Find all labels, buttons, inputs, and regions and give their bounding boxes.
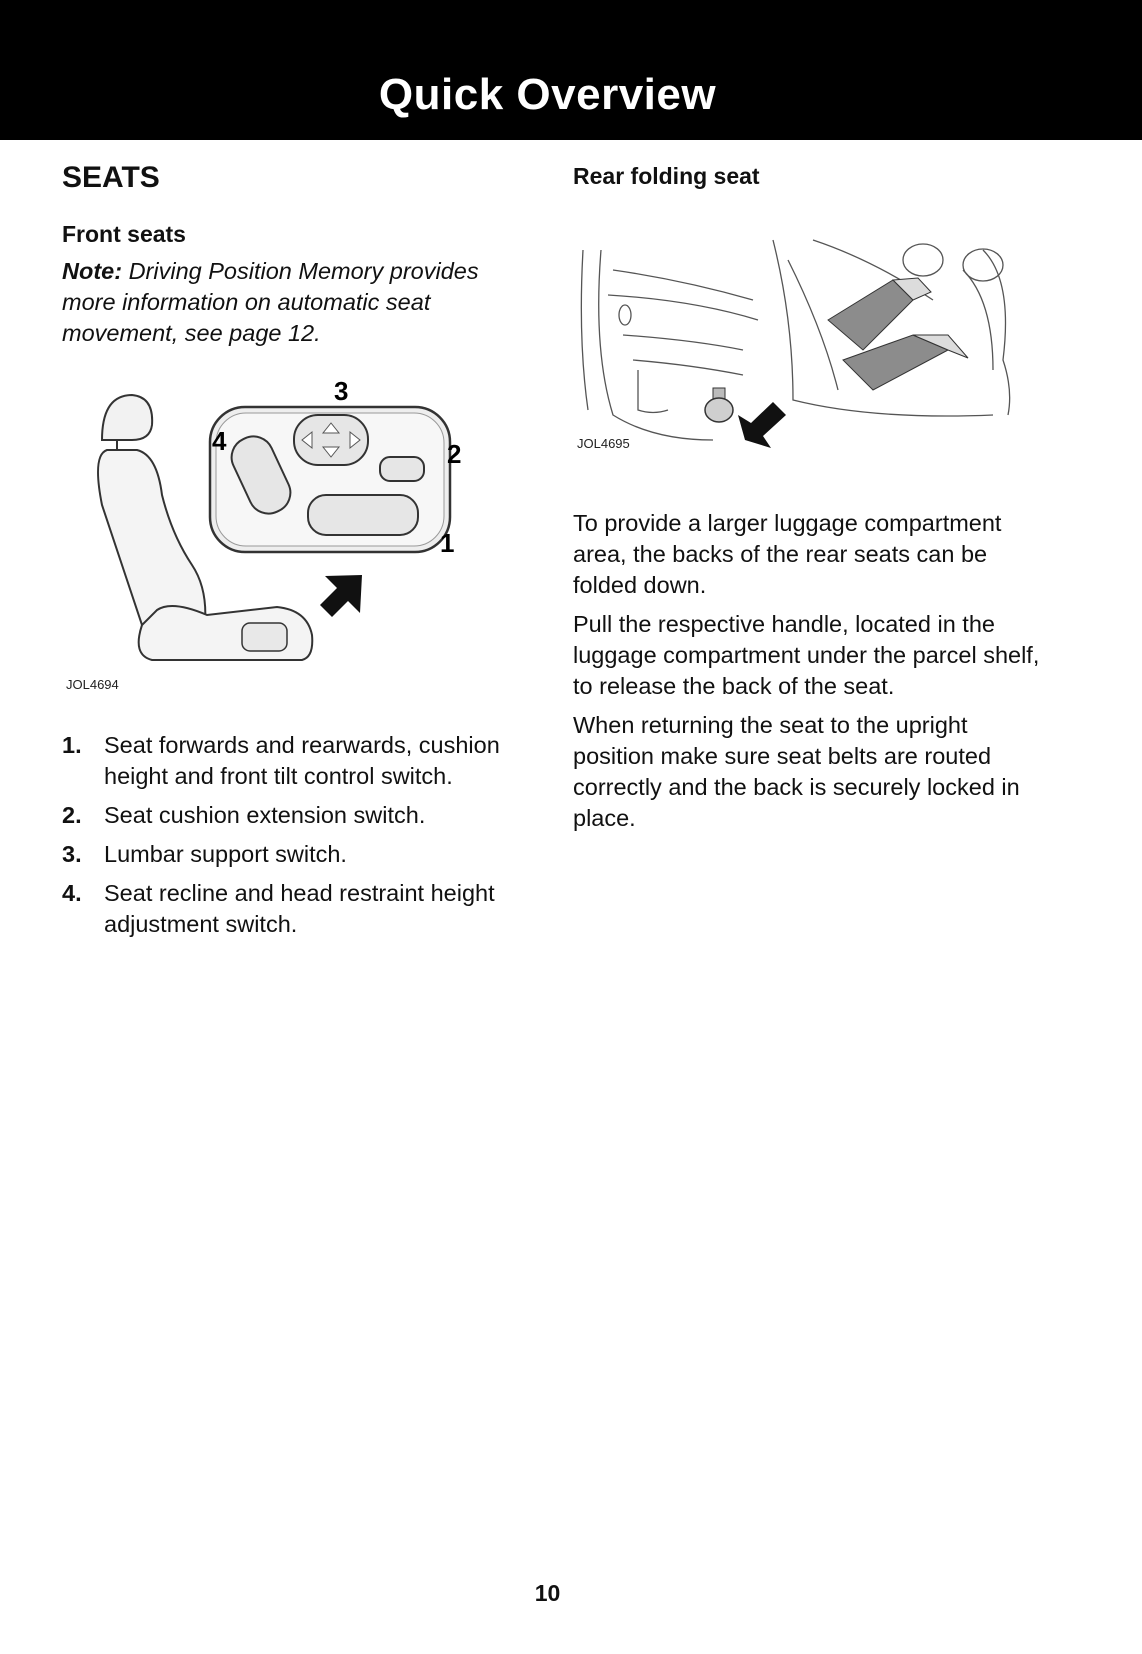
callout-1: 1: [440, 528, 455, 558]
paragraph: To provide a larger luggage compartment area, the backs of the rear seats can be folded down.: [573, 510, 1002, 598]
extension-switch: [380, 457, 424, 481]
page-header: [0, 0, 1142, 140]
rear-seat-instructions: [573, 508, 1043, 842]
rear-seat-figure: [573, 240, 1043, 480]
seat-control-switch: [308, 495, 418, 535]
rear-seat-illustration: [573, 240, 1043, 480]
figure-code-left: JOL4694: [66, 677, 119, 692]
list-item: 3. Lumbar support switch.: [62, 841, 347, 867]
note-label: Note:: [62, 258, 123, 284]
callout-3: 3: [334, 376, 349, 406]
list-item: 2. Seat cushion extension switch.: [62, 802, 426, 828]
section-title: SEATS: [62, 161, 160, 194]
page-title: Quick Overview: [378, 70, 717, 119]
paragraph: Pull the respective handle, located in the luggage compartment under the parcel shelf, to release the back of the seat.: [573, 611, 1040, 699]
callout-4: 4: [212, 426, 227, 456]
pointer-arrow-rear: [738, 402, 786, 448]
pointer-arrow: [320, 575, 362, 617]
note-text: Driving Position Memory provides more information on automatic seat movement, see page 12.: [62, 258, 479, 346]
paragraph: When returning the seat to the upright position make sure seat belts are routed correctly and the back is securely locked in place.: [573, 712, 1020, 831]
figure-code-right: JOL4695: [577, 436, 630, 451]
release-handle: [705, 398, 733, 422]
front-seats-title: Front seats: [62, 221, 186, 247]
head-restraint: [102, 395, 152, 440]
rear-seat-title: Rear folding seat: [573, 163, 760, 189]
list-item: 1. Seat forwards and rearwards, cushion height and front tilt control switch.: [62, 732, 500, 789]
note: [62, 256, 532, 349]
left-column: [62, 155, 532, 349]
front-seat-figure: [62, 376, 532, 715]
callout-2: 2: [447, 439, 462, 469]
page-number: 10: [534, 1580, 561, 1606]
switch-list: [62, 730, 542, 948]
list-item: 4. Seat recline and head restraint height adjustment switch.: [62, 880, 495, 937]
front-seat-illustration: [62, 376, 532, 715]
